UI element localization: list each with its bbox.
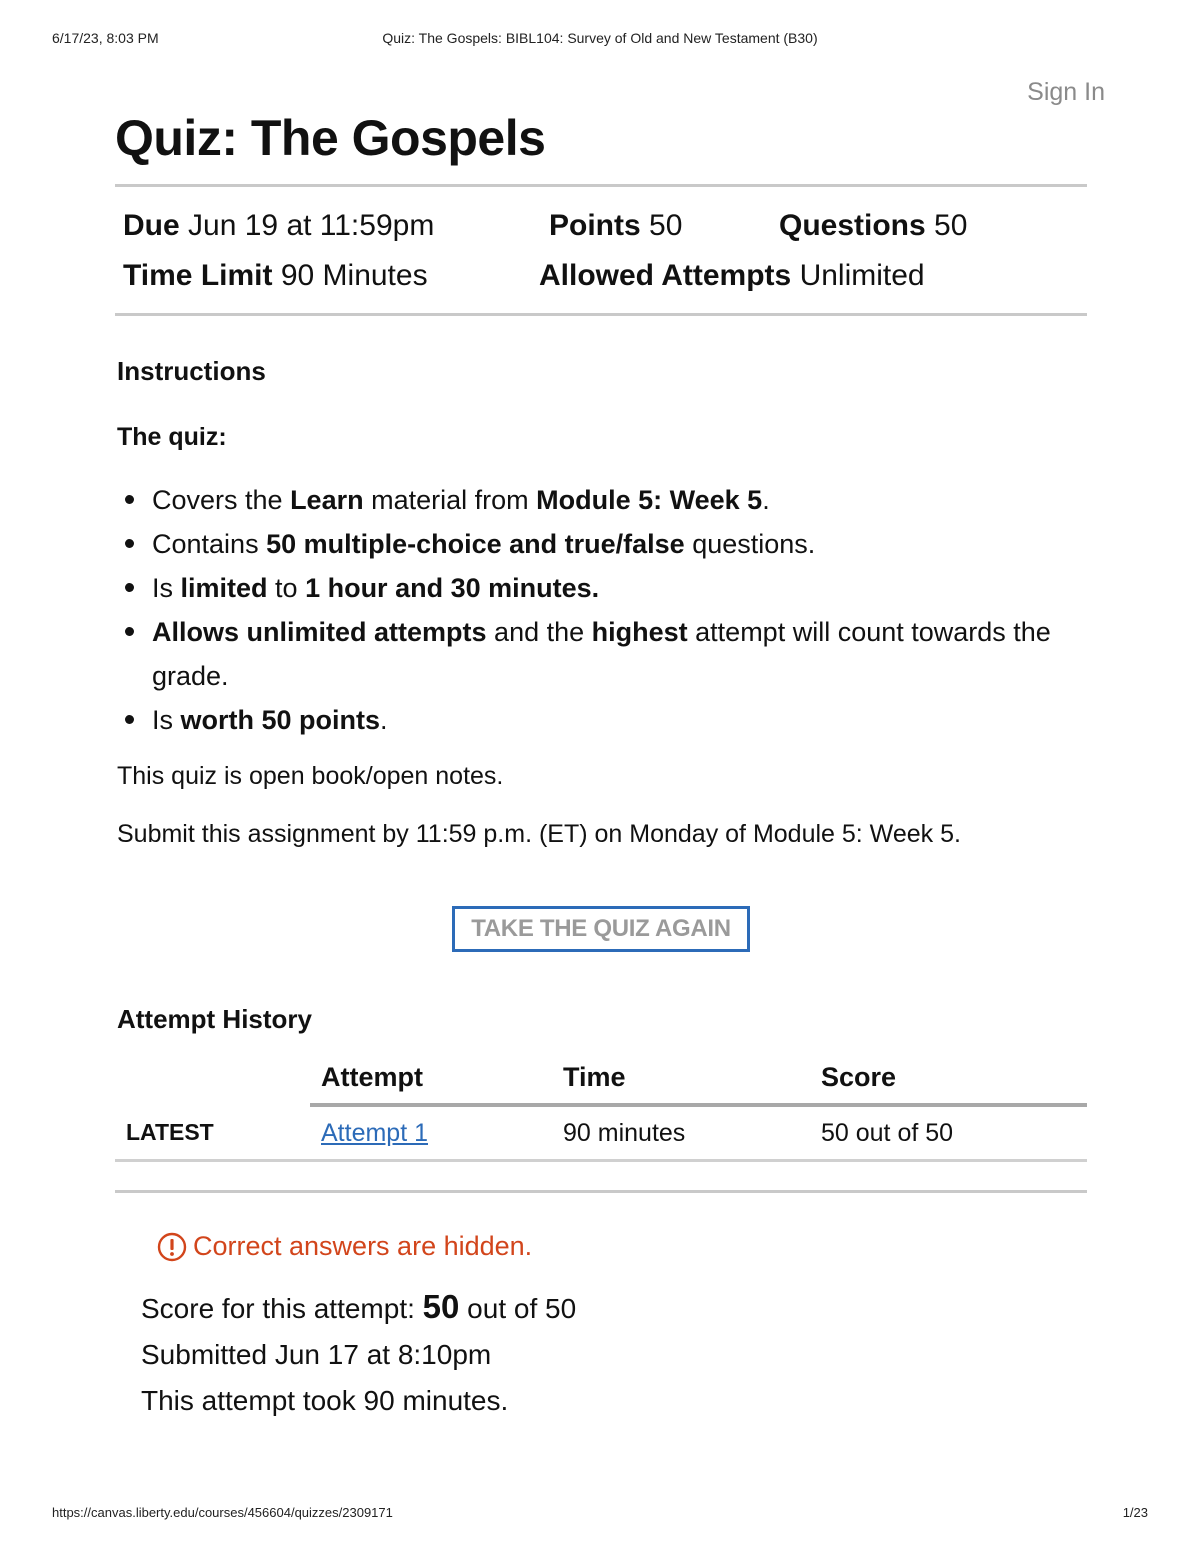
answers-hidden-text: Correct answers are hidden. [193, 1231, 533, 1261]
meta-due [123, 209, 434, 243]
meta-attempts-value: Unlimited [799, 259, 925, 292]
quiz-content [115, 100, 1087, 1424]
instructions-intro: The quiz: [117, 423, 227, 451]
duration-line: This attempt took 90 minutes. [141, 1385, 509, 1416]
score-label: Score for this attempt: [141, 1293, 423, 1324]
submitted-line: Submitted Jun 17 at 8:10pm [141, 1339, 492, 1370]
table-header-row [115, 1051, 1087, 1105]
column-header-attempt: Attempt [310, 1051, 552, 1105]
meta-points-label: Points [549, 209, 641, 242]
answers-hidden-notice [157, 1231, 1087, 1262]
meta-time-limit-label: Time Limit [123, 259, 273, 292]
table-row [115, 1105, 1087, 1161]
sign-in-link[interactable]: Sign In [1027, 78, 1105, 106]
meta-due-value: Jun 19 at 11:59pm [188, 209, 435, 242]
attempt-history-table [115, 1051, 1087, 1162]
print-page-number: 1/23 [1122, 1505, 1148, 1520]
meta-questions [779, 209, 967, 243]
print-timestamp: 6/17/23, 8:03 PM [52, 30, 159, 46]
attempt-link[interactable]: Attempt 1 [321, 1118, 428, 1147]
meta-points-value: 50 [649, 209, 683, 242]
print-header [52, 30, 1148, 50]
score-line [141, 1284, 1087, 1332]
meta-time-limit-value: 90 Minutes [280, 259, 428, 292]
quiz-meta [115, 187, 1087, 313]
page-title: Quiz: The Gospels [115, 110, 546, 166]
take-again-wrap [115, 906, 1087, 952]
open-book-note: This quiz is open book/open notes. [117, 762, 504, 790]
print-footer [52, 1505, 1148, 1525]
meta-due-label: Due [123, 209, 180, 242]
bullet-icon [125, 495, 134, 504]
take-quiz-again-button[interactable]: TAKE THE QUIZ AGAIN [452, 906, 750, 952]
list-item: Covers the Learn material from Module 5: Week 5. [152, 478, 1087, 522]
print-url: https://canvas.liberty.edu/courses/456604/quizzes/2309171 [52, 1505, 393, 1520]
bullet-icon [125, 539, 134, 548]
instructions-heading: Instructions [117, 356, 266, 386]
list-item: Is limited to 1 hour and 30 minutes. [152, 566, 1087, 610]
bullet-icon [125, 583, 134, 592]
attempt-time: 90 minutes [552, 1105, 810, 1161]
meta-questions-value: 50 [934, 209, 968, 242]
score-value: 50 [422, 1288, 460, 1325]
attempt-summary [141, 1284, 1087, 1424]
list-item: Is worth 50 points. [152, 698, 1087, 742]
warning-icon [157, 1232, 187, 1262]
print-doc-title: Quiz: The Gospels: BIBL104: Survey of Old and New Testament (B30) [382, 30, 818, 46]
column-header-status [115, 1051, 310, 1105]
column-header-time: Time [552, 1051, 810, 1105]
list-item: Contains 50 multiple-choice and true/false questions. [152, 522, 1087, 566]
score-total: out of 50 [459, 1293, 577, 1324]
bullet-icon [125, 715, 134, 724]
divider [115, 1190, 1087, 1193]
submit-deadline-note: Submit this assignment by 11:59 p.m. (ET) on Monday of Module 5: Week 5. [117, 820, 961, 848]
divider [115, 313, 1087, 316]
meta-time-limit [123, 259, 428, 293]
meta-questions-label: Questions [779, 209, 926, 242]
column-header-score: Score [810, 1051, 1087, 1105]
attempt-history-heading: Attempt History [117, 1004, 313, 1034]
bullet-icon [125, 627, 134, 636]
attempt-score: 50 out of 50 [810, 1105, 1087, 1161]
instructions-list [115, 478, 1087, 742]
meta-allowed-attempts [539, 259, 925, 293]
meta-attempts-label: Allowed Attempts [539, 259, 792, 292]
attempt-cell [310, 1105, 552, 1161]
meta-points [549, 209, 682, 243]
list-item: Allows unlimited attempts and the highest attempt will count towards the grade. [152, 610, 1087, 698]
attempt-status: LATEST [115, 1105, 310, 1161]
